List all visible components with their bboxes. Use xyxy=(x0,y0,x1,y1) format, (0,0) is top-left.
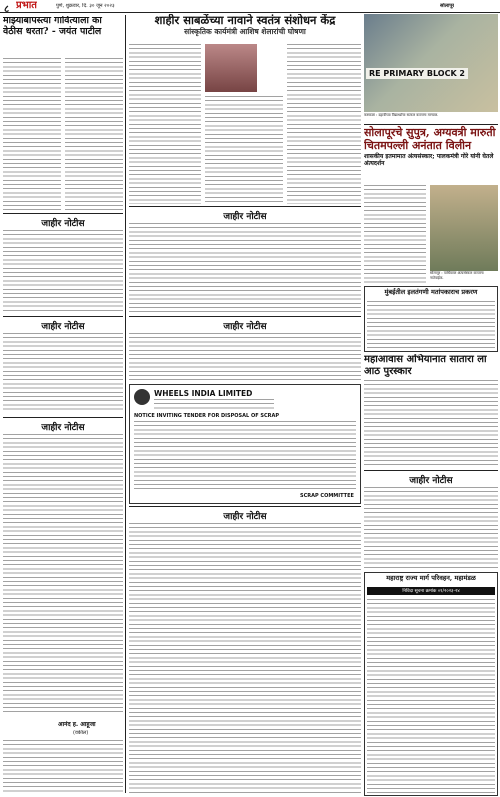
lead-story xyxy=(364,124,498,284)
satara-headline: महाआवास अभियानात सातारा ला आठ पुरस्कार xyxy=(364,354,487,377)
banner: RE PRIMARY BLOCK 2 xyxy=(366,68,468,79)
notice-body xyxy=(129,523,361,793)
top-photo xyxy=(364,14,498,112)
ad-body xyxy=(134,421,356,491)
photo2-caption: सोलापूर : पार्थिवावर अंत्यसंस्कार करताना नातेवाईक. xyxy=(430,271,484,280)
notice-body xyxy=(129,333,361,381)
col2-headline: शाहीर साबळेंच्या नावाने स्वतंत्र संशोधन केंद्र xyxy=(154,14,336,27)
col-divider xyxy=(125,15,126,793)
notice-body xyxy=(364,487,498,569)
satara-body xyxy=(364,380,498,466)
right-notice xyxy=(364,470,498,570)
ad-company: WHEELS INDIA LIMITED xyxy=(154,389,253,398)
lead-headline: सोलापूरचे सुपुत्र, अग्यवत्री मारुती चितमपल्ली अनंतात विलीन xyxy=(364,126,496,152)
notice-title: जाहीर नोटीस xyxy=(223,322,267,332)
lead-subhead: शासकीय इतमामात अंत्यसंस्कार; पालकमंत्री गोरे यांनी घेतले अंत्यदर्शन xyxy=(364,153,494,168)
msrtc-tender xyxy=(364,572,498,796)
col2-notice-2 xyxy=(129,316,361,382)
ad-logo xyxy=(134,389,150,405)
col1-body-text xyxy=(3,58,61,210)
col1-notice-3 xyxy=(3,417,123,795)
photo1-caption: करमाळा : दहावीच्या विद्यार्थ्यांचा सत्कार करताना मान्यवर. xyxy=(364,113,439,117)
col1-body-text-2 xyxy=(65,58,123,210)
signature: आनंद ह. आहूजा xyxy=(58,721,96,728)
col2-body-right xyxy=(287,44,361,204)
notice-title: जाहीर नोटीस xyxy=(41,423,85,433)
notice-footer xyxy=(3,740,123,794)
notice-body xyxy=(3,333,123,413)
newspaper-logo: प्रभात xyxy=(16,0,38,11)
col2-article xyxy=(129,14,361,204)
wheels-india-ad xyxy=(129,384,361,504)
notice-title: जाहीर नोटीस xyxy=(223,212,267,222)
signature-role: (वकील) xyxy=(73,730,89,736)
satara-story xyxy=(364,354,498,468)
photo2 xyxy=(430,185,498,271)
ad-address xyxy=(154,399,274,409)
portrait-photo xyxy=(205,44,257,92)
date-line: पुणे, शुक्रवार, दि. ३० जून २०२३ xyxy=(56,3,115,9)
col2-body-left xyxy=(129,44,201,204)
page-number: ८ xyxy=(4,4,10,13)
col1-headline: माझ्याबापस्त्या गावित्याला का वेठीस धरता? - जयंत पाटील xyxy=(3,16,102,37)
box-body xyxy=(367,301,495,349)
tender-table xyxy=(367,599,495,793)
col2-notice-3 xyxy=(129,506,361,794)
ad-footer: SCRAP COMMITTEE xyxy=(300,493,354,499)
box-headline: मुंबईतील इलतंगणी मतांपकाराच प्रकरण xyxy=(384,288,478,296)
notice-body xyxy=(3,434,123,714)
notice-title: जाहीर नोटीस xyxy=(223,512,267,522)
col1-notice-1 xyxy=(3,213,123,313)
gov-subheader: निविदा सूचना क्रमांक ०१/२०२३-२४ xyxy=(367,587,495,595)
notice-body xyxy=(3,230,123,312)
section-name: सोलापूर xyxy=(440,3,455,9)
right-box-story xyxy=(364,286,498,352)
gov-headline: महाराष्ट्र राज्य मार्ग परिवहन, महामंडळ xyxy=(386,574,476,582)
notice-title: जाहीर नोटीस xyxy=(409,476,453,486)
col2-notice-1 xyxy=(129,206,361,314)
col2-body-mid xyxy=(205,96,283,204)
ad-title: NOTICE INVITING TENDER FOR DISPOSAL OF SCRAP xyxy=(134,413,280,419)
col2-subhead: सांस्कृतिक कार्यमंत्री आशिष शेलारांची घोषणा xyxy=(184,27,306,37)
notice-title: जाहीर नोटीस xyxy=(41,322,85,332)
notice-title: जाहीर नोटीस xyxy=(41,219,85,229)
col1-article xyxy=(3,16,123,211)
col1-notice-2 xyxy=(3,316,123,414)
masthead xyxy=(0,0,500,13)
lead-body xyxy=(364,185,426,284)
notice-body xyxy=(129,223,361,313)
